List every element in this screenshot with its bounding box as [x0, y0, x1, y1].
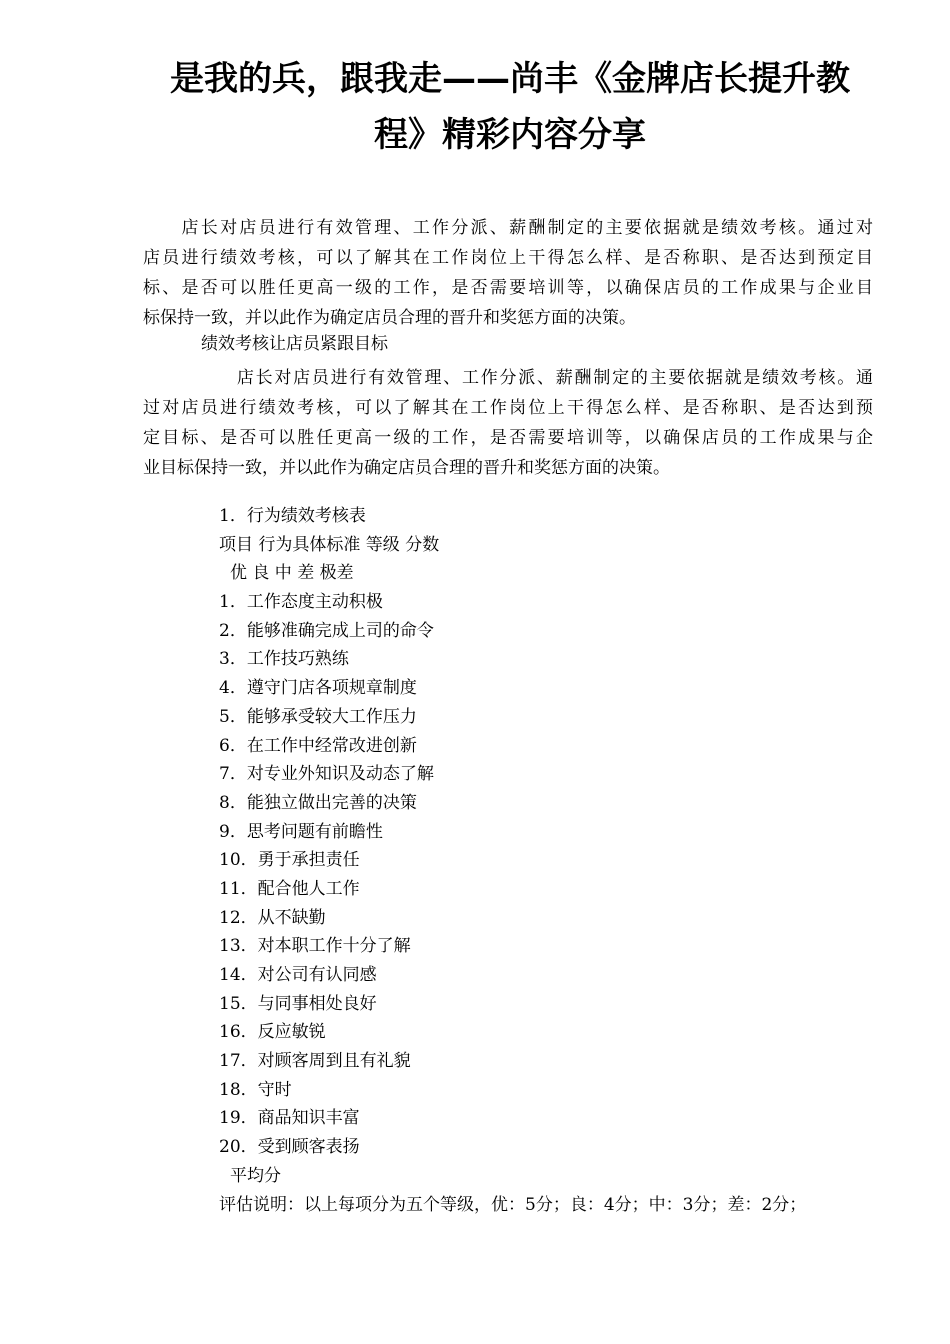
evaluation-note: 评估说明：以上每项分为五个等级，优：5分；良：4分；中：3分；差：2分；	[219, 1194, 807, 1215]
paragraph-line: 店长对店员进行有效管理、工作分派、薪酬制定的主要依据就是绩效考核。通	[143, 368, 873, 388]
list-item: 19．商品知识丰富	[219, 1108, 360, 1129]
list-item: 6．在工作中经常改进创新	[219, 735, 417, 756]
paragraph-line: 店长对店员进行有效管理、工作分派、薪酬制定的主要依据就是绩效考核。通过对	[143, 218, 873, 238]
list-item: 7．对专业外知识及动态了解	[219, 764, 434, 785]
paragraph-line: 定目标、是否可以胜任更高一级的工作，是否需要培训等，以确保店员的工作成果与企	[143, 428, 873, 448]
list-item: 17．对顾客周到且有礼貌	[219, 1051, 411, 1072]
list-item: 16．反应敏锐	[219, 1022, 326, 1043]
list-item: 14．对公司有认同感	[219, 965, 377, 985]
list-item: 10．勇于承担责任	[219, 850, 360, 871]
list-item: 5．能够承受较大工作压力	[219, 706, 417, 727]
list-item: 13．对本职工作十分了解	[219, 936, 411, 957]
section-subheading: 绩效考核让店员紧跟目标	[201, 334, 388, 354]
list-item: 11．配合他人工作	[219, 878, 360, 899]
list-item: 2．能够准确完成上司的命令	[219, 620, 434, 641]
average-score-label: 平均分	[230, 1165, 281, 1186]
list-item: 12．从不缺勤	[219, 907, 326, 928]
paragraph-line: 过对店员进行绩效考核，可以了解其在工作岗位上干得怎么样、是否称职、是否达到预	[143, 398, 873, 418]
second-paragraph	[143, 363, 873, 483]
paragraph-line: 业目标保持一致，并以此作为确定店员合理的晋升和奖惩方面的决策。	[143, 458, 670, 478]
evaluation-table-list	[219, 502, 899, 1219]
table-header: 项目 行为具体标准 等级 分数	[219, 534, 440, 555]
list-item: 4．遵守门店各项规章制度	[219, 678, 417, 699]
table-title: 1．行为绩效考核表	[219, 506, 366, 526]
list-item: 9．思考问题有前瞻性	[219, 821, 383, 842]
list-item: 3．工作技巧熟练	[219, 649, 349, 670]
document-title-line-2: 程》精彩内容分享	[374, 115, 646, 155]
paragraph-line: 标保持一致，并以此作为确定店员合理的晋升和奖惩方面的决策。	[143, 308, 636, 328]
document-title-line-1: 是我的兵，跟我走——尚丰《金牌店长提升教	[170, 59, 850, 99]
intro-paragraph	[143, 213, 873, 333]
list-item: 1．工作态度主动积极	[219, 592, 383, 613]
list-item: 20．受到顾客表扬	[219, 1137, 360, 1158]
grade-labels: 优 良 中 差 极差	[230, 563, 354, 584]
paragraph-line: 标、是否可以胜任更高一级的工作，是否需要培训等，以确保店员的工作成果与企业目	[143, 278, 873, 298]
list-item: 8．能独立做出完善的决策	[219, 792, 417, 813]
paragraph-line: 店员进行绩效考核，可以了解其在工作岗位上干得怎么样、是否称职、是否达到预定目	[143, 248, 873, 268]
list-item: 15．与同事相处良好	[219, 993, 377, 1014]
list-item: 18．守时	[219, 1079, 292, 1100]
